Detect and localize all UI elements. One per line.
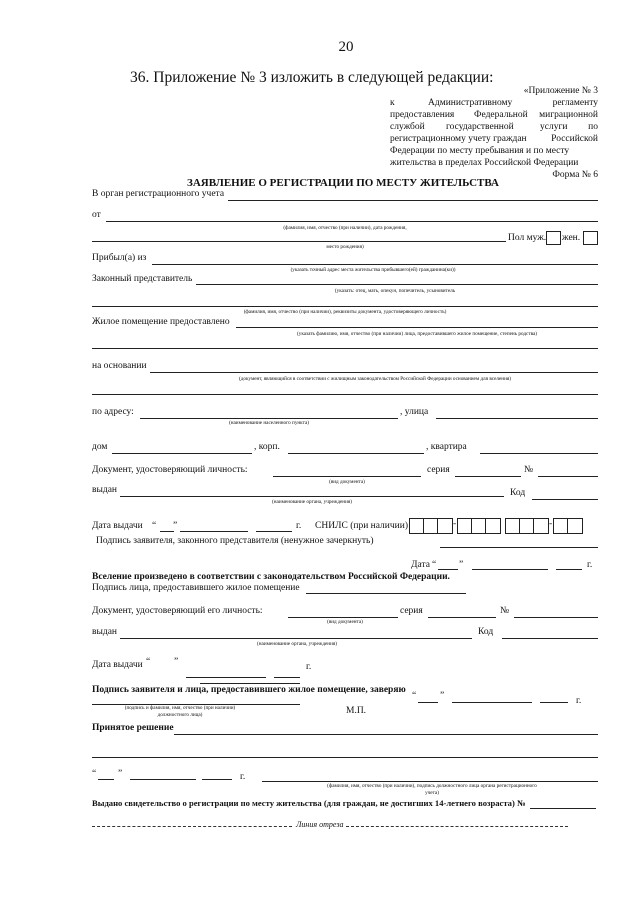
label-date: Дата — [411, 560, 430, 570]
field-street[interactable] — [436, 418, 598, 419]
field-reg-official[interactable] — [262, 781, 598, 782]
certify-statement: Подпись заявителя и лица, предоставившего жилое помещение, заверяю — [92, 685, 406, 695]
hint-official: должностного лица) — [157, 712, 203, 718]
checkbox-male[interactable] — [546, 231, 561, 245]
field-date-year[interactable] — [556, 569, 582, 570]
field-provider-issue-extra[interactable] — [200, 683, 300, 684]
label-female: жен. — [562, 233, 581, 243]
field-birthplace[interactable] — [92, 241, 506, 242]
field-reg-day[interactable] — [98, 779, 114, 780]
appendix-word: Федеральной — [474, 110, 528, 120]
hint-settlement: (наименование населенного пункта) — [228, 420, 310, 426]
label-series: серия — [427, 465, 450, 475]
label-issued: выдан — [92, 485, 118, 495]
hint-official: (подпись и фамилия, имя, отчество (при наличии) — [124, 705, 236, 711]
label-issue-date: Дата выдачи — [92, 521, 143, 531]
hint-rep-doc: (фамилия, имя, отчество (при наличии), реквизиты документа, удостоверяющего личность) — [243, 309, 447, 315]
label-code: Код — [478, 627, 494, 637]
label-year: г. — [576, 696, 582, 706]
appendix-word: государственной — [446, 122, 514, 132]
field-provider-code[interactable] — [502, 638, 598, 639]
hint-birthplace: место рождения) — [326, 244, 364, 250]
field-date-month[interactable] — [472, 569, 548, 570]
label-housing: Жилое помещение предоставлено — [92, 317, 230, 327]
field-certificate-number[interactable] — [530, 808, 596, 809]
checkbox-female[interactable] — [583, 231, 598, 245]
label-legal-rep: Законный представитель — [92, 274, 193, 284]
quote-close: ” — [440, 691, 445, 701]
field-certify-year[interactable] — [540, 702, 568, 703]
cut-line-label: Линия отреза — [296, 820, 344, 829]
field-basis[interactable] — [150, 372, 598, 373]
field-provider-doc-kind[interactable] — [288, 617, 398, 618]
field-date-day[interactable] — [438, 569, 458, 570]
label-code: Код — [510, 488, 526, 498]
snils-cell[interactable] — [567, 518, 583, 534]
appendix-line: Федерации по месту пребывания и по месту — [390, 146, 570, 156]
quote-open: “ — [432, 560, 437, 570]
field-issue-day[interactable] — [160, 531, 174, 532]
appendix-word: регламенту — [552, 98, 598, 108]
label-snils: СНИЛС (при наличии) — [315, 521, 408, 531]
field-to-organ[interactable] — [228, 200, 598, 201]
label-issued: выдан — [92, 627, 118, 637]
appendix-word: услуги — [540, 122, 568, 132]
stamp-place: М.П. — [346, 706, 367, 716]
appendix-word: Российской — [551, 134, 598, 144]
field-code[interactable] — [532, 499, 598, 500]
snils-cell[interactable] — [485, 518, 501, 534]
cut-line-left — [92, 826, 292, 827]
field-fio[interactable] — [106, 221, 598, 222]
label-year: г. — [296, 521, 302, 531]
field-decision-extra[interactable] — [92, 757, 598, 758]
label-basis: на основании — [92, 361, 147, 371]
field-issue-month[interactable] — [180, 531, 248, 532]
appendix-line: жительства в пределах Российской Федерации — [390, 158, 579, 168]
field-signature[interactable] — [440, 547, 598, 548]
field-legal-rep[interactable] — [196, 284, 598, 285]
field-flat[interactable] — [480, 453, 598, 454]
field-provider-issue-year[interactable] — [274, 677, 300, 678]
quote-close: ” — [174, 657, 179, 667]
field-reg-year[interactable] — [202, 779, 232, 780]
form-title: ЗАЯВЛЕНИЕ О РЕГИСТРАЦИИ ПО МЕСТУ ЖИТЕЛЬСТВА — [187, 177, 499, 189]
label-year: г. — [587, 560, 593, 570]
label-sex: Пол муж. — [508, 233, 547, 243]
label-street: , улица — [400, 407, 429, 417]
field-provider-issue-month[interactable] — [186, 677, 266, 678]
hint-housing: (указать фамилию, имя, отчество (при наличии) лица, предоставившего жилое помещение, степень родства) — [296, 331, 538, 337]
field-issued[interactable] — [120, 496, 504, 497]
label-issue-date: Дата выдачи — [92, 660, 143, 670]
field-arrived-from[interactable] — [152, 264, 598, 265]
label-year: г. — [306, 662, 312, 672]
label-number: № — [500, 606, 510, 616]
section-heading: 36. Приложение № 3 изложить в следующей редакции: — [130, 69, 494, 86]
field-building[interactable] — [288, 453, 424, 454]
field-housing[interactable] — [236, 327, 598, 328]
hint-reg-official: учета) — [425, 790, 439, 796]
quote-open: “ — [152, 521, 157, 531]
label-provider-doc: Документ, удостоверяющий его личность: — [92, 606, 263, 616]
hint-doc-kind: (вид документа) — [329, 479, 365, 485]
hint-rep-kind: (указать: отец, мать, опекун, попечитель, усыновитель — [334, 288, 456, 294]
quote-close: ” — [118, 769, 123, 779]
field-series[interactable] — [455, 476, 521, 477]
label-decision: Принятое решение — [92, 723, 174, 733]
snils-dash: - — [453, 519, 457, 529]
hint-reg-official: (фамилия, имя, отчество (при наличии), подпись должностного лица органа регистрационного — [327, 783, 537, 789]
field-reg-month[interactable] — [130, 779, 196, 780]
field-decision[interactable] — [174, 734, 598, 735]
label-number: № — [524, 465, 534, 475]
field-house[interactable] — [112, 453, 252, 454]
field-doc-kind[interactable] — [273, 476, 421, 477]
appendix-word: службой — [390, 122, 425, 132]
snils-cell[interactable] — [533, 518, 549, 534]
appendix-word: регистрационному учету граждан — [390, 134, 527, 144]
hint-organ: (наименование органа, учреждения) — [257, 641, 337, 647]
field-provider-number[interactable] — [514, 617, 598, 618]
label-flat: , квартира — [426, 442, 467, 452]
field-settlement[interactable] — [140, 418, 398, 419]
label-signature: Подпись заявителя, законного представителя (ненужное зачеркнуть) — [96, 536, 374, 546]
label-building: , корп. — [254, 442, 280, 452]
appendix-word: по — [588, 122, 598, 132]
appendix-line: «Приложение № 3 — [523, 86, 598, 96]
label-to-organ: В орган регистрационного учета — [92, 189, 225, 199]
field-provider-series[interactable] — [428, 617, 496, 618]
hint-basis: (документ, являющийся в соответствии с жилищным законодательством Российской Федерации основанием для вселения) — [239, 376, 511, 382]
label-id-doc: Документ, удостоверяющий личность: — [92, 465, 248, 475]
hint-prev-address: (указать точный адрес места жительства прибывшего(ей) гражданина(ки)) — [290, 267, 456, 273]
field-number[interactable] — [538, 476, 598, 477]
snils-cell[interactable] — [437, 518, 453, 534]
appendix-word: предоставления — [390, 110, 455, 120]
field-basis-extra[interactable] — [92, 394, 598, 395]
appendix-word: Административному — [428, 98, 513, 108]
field-issue-year[interactable] — [256, 531, 292, 532]
hint-organ: (наименование органа, учреждения) — [272, 499, 352, 505]
quote-open: “ — [412, 691, 417, 701]
appendix-word: миграционной — [539, 110, 598, 120]
hint-doc-kind: (вид документа) — [327, 619, 363, 625]
label-series: серия — [400, 606, 423, 616]
cut-line-right — [346, 826, 568, 827]
quote-open: “ — [92, 769, 97, 779]
certificate-statement: Выдано свидетельство о регистрации по месту жительства (для граждан, не достигших 14-летнего возраста) № — [92, 798, 526, 808]
label-year: г. — [240, 772, 246, 782]
hint-fio-birth: (фамилия, имя, отчество (при наличии), дата рождения, — [283, 225, 407, 231]
appendix-word: к — [390, 98, 395, 108]
quote-open: “ — [146, 657, 151, 667]
label-from: от — [92, 210, 101, 220]
label-address: по адресу: — [92, 407, 134, 417]
quote-close: ” — [459, 560, 464, 570]
label-house: дом — [92, 442, 108, 452]
field-provider-sign[interactable] — [306, 593, 466, 594]
page-number: 20 — [338, 39, 354, 55]
field-housing-extra[interactable] — [92, 348, 598, 349]
field-certify-day[interactable] — [418, 702, 438, 703]
field-certify-month[interactable] — [452, 702, 532, 703]
form-number: Форма № 6 — [552, 170, 598, 180]
quote-close: ” — [173, 521, 178, 531]
settled-statement: Вселение произведено в соответствии с законодательством Российской Федерации. — [92, 572, 450, 582]
snils-dash: - — [549, 519, 553, 529]
label-arrived-from: Прибыл(а) из — [92, 253, 147, 263]
field-provider-issued[interactable] — [120, 638, 472, 639]
label-provider-sign: Подпись лица, предоставившего жилое помещение — [92, 583, 300, 593]
field-rep-doc[interactable] — [92, 306, 598, 307]
